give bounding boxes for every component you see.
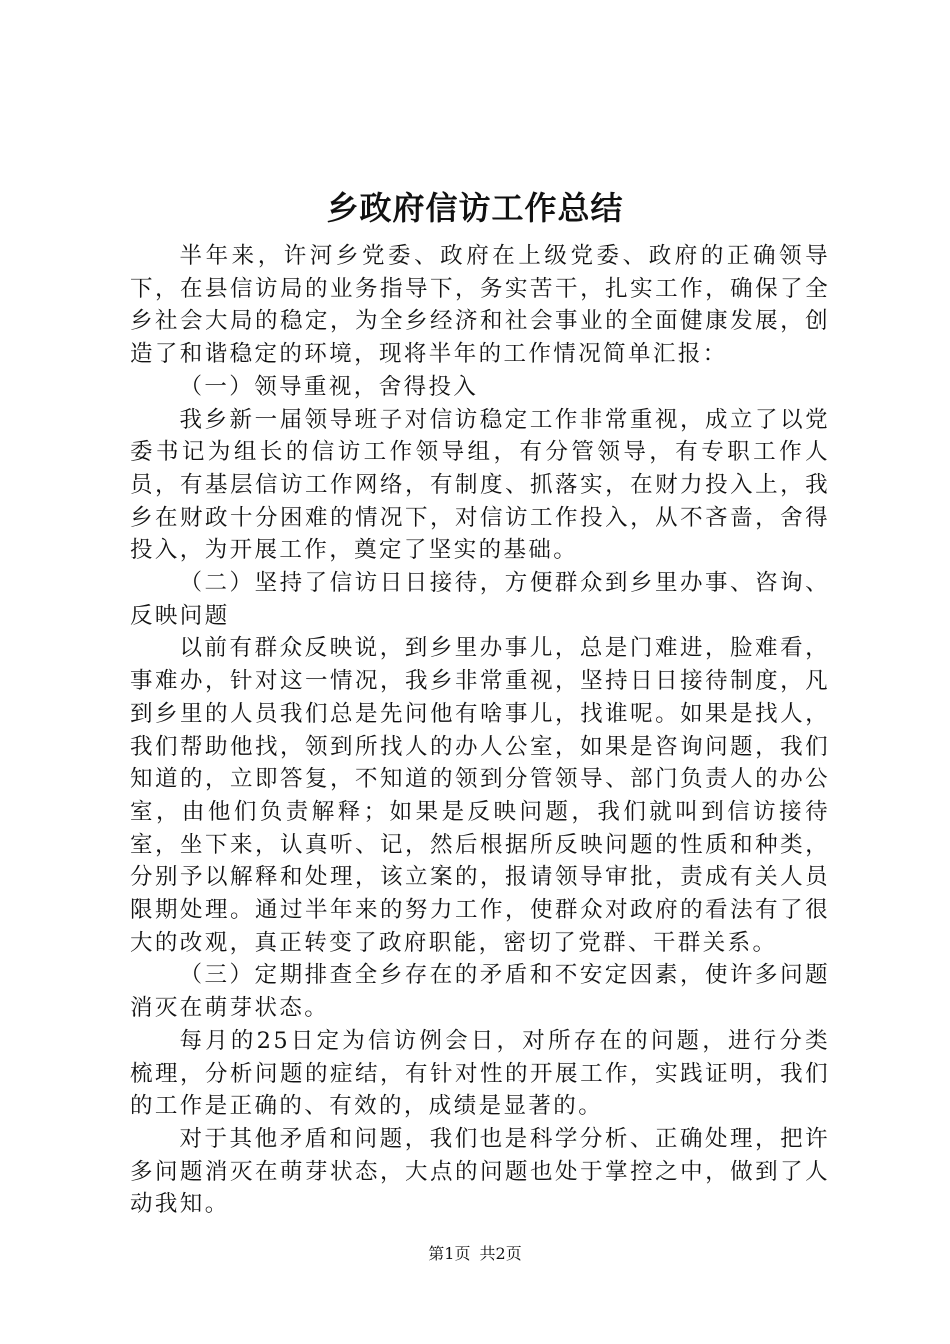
- document-body: [130, 240, 830, 1221]
- section-heading-2: （二）坚持了信访日日接待，方便群众到乡里办事、咨询、反映问题: [130, 570, 830, 629]
- paragraph-intro: 半年来，许河乡党委、政府在上级党委、政府的正确领导下，在县信访局的业务指导下，务实苦干，扎实工作，确保了全乡社会大局的稳定，为全乡经济和社会事业的全面健康发展，创造了和谐稳定的环境，现将半年的工作情况简单汇报：: [130, 243, 830, 368]
- paragraph-section-1: 我乡新一届领导班子对信访稳定工作非常重视，成立了以党委书记为组长的信访工作领导组，有分管领导，有专职工作人员，有基层信访工作网络，有制度、抓落实，在财力投入上，我乡在财政十分困难的情况下，对信访工作投入，从不吝啬，舍得投入，为开展工作，奠定了坚实的基础。: [130, 406, 830, 564]
- paragraph-section-3b: 对于其他矛盾和问题，我们也是科学分析、正确处理，把许多问题消灭在萌芽状态，大点的问题也处于掌控之中，做到了人动我知。: [130, 1125, 830, 1218]
- page-footer: [0, 1242, 950, 1266]
- page-number: 第1页: [428, 1244, 471, 1263]
- paragraph-section-2: 以前有群众反映说，到乡里办事儿，总是门难进，脸难看，事难办，针对这一情况，我乡非常重视，坚持日日接待制度，凡到乡里的人员我们总是先问他有啥事儿，找谁呢。如果是找人，我们帮助他找，领到所找人的办人公室，如果是咨询问题，我们知道的，立即答复，不知道的领到分管领导、部门负责人的办公室，由他们负责解释；如果是反映问题，我们就叫到信访接待室，坐下来，认真听、记，然后根据所反映问题的性质和种类，分别予以解释和处理，该立案的，报请领导审批，责成有关人员限期处理。通过半年来的努力工作，使群众对政府的看法有了很大的改观，真正转变了政府职能，密切了党群、干群关系。: [130, 635, 830, 956]
- page-total: 共2页: [479, 1244, 522, 1263]
- paragraph-section-3a: 每月的25日定为信访例会日，对所存在的问题，进行分类梳理，分析问题的症结，有针对性的开展工作，实践证明，我们的工作是正确的、有效的，成绩是显著的。: [130, 1027, 830, 1120]
- section-heading-1: （一）领导重视，舍得投入: [179, 373, 479, 400]
- section-heading-3: （三）定期排查全乡存在的矛盾和不安定因素，使许多问题消灭在萌芽状态。: [130, 962, 830, 1022]
- document-title: 乡政府信访工作总结: [326, 189, 624, 227]
